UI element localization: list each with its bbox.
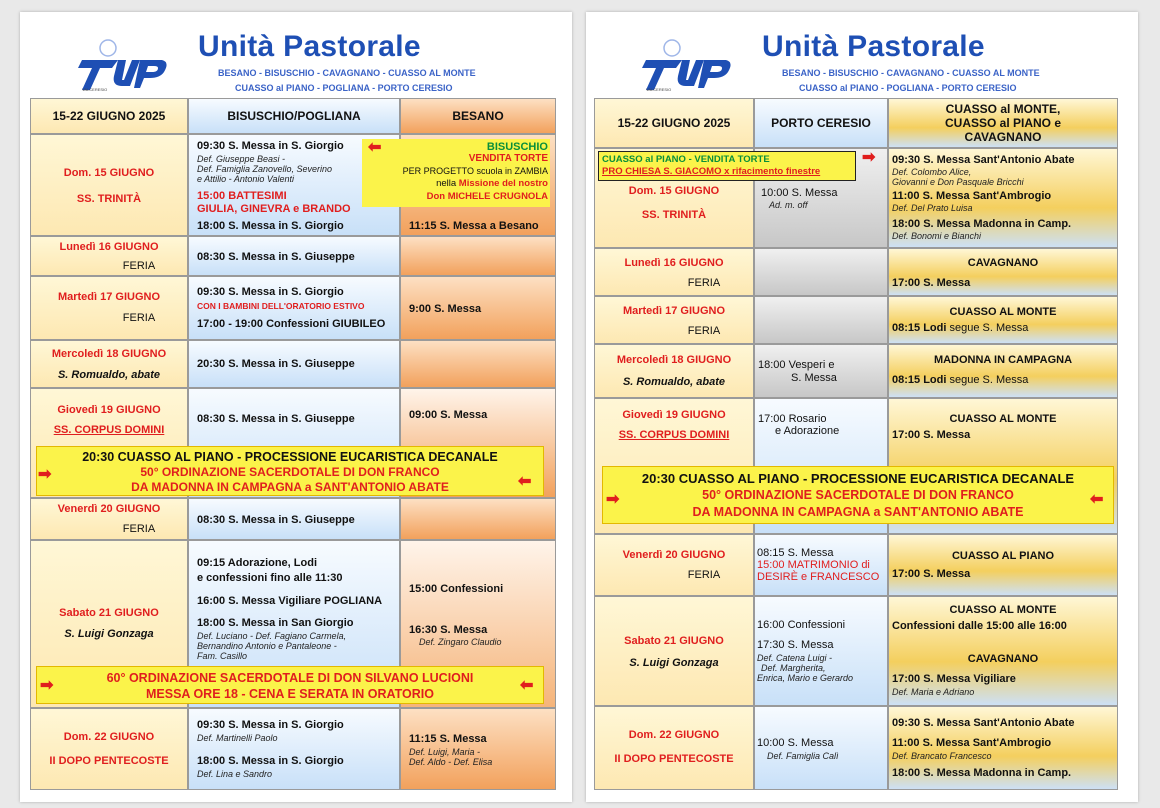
schedule-cell: 9:00 S. Messa — [400, 276, 556, 340]
schedule-cell: CUASSO AL MONTE 08:15 Lodi segue S. Messa — [888, 296, 1118, 344]
date-header: 15-22 GIUGNO 2025 — [594, 98, 754, 148]
schedule-cell: 11:15 S. Messa a Besano — [400, 134, 556, 236]
schedule-cell: 08:15 S. Messa 15:00 MATRIMONIO di DESIRÈ e FRANCESCO — [754, 534, 888, 596]
schedule-cell: 16:00 Confessioni 17:30 S. Messa Def. Catena Luigi - Def. Margherita, Enrica, Mario e Gerardo — [754, 596, 888, 706]
schedule-cell: 09:15 Adorazione, Lodi e confessioni fino alle 11:30 16:00 S. Messa Vigiliare POGLIANA 18:00 S. Messa in San Giorgio Def. Luciano - Def. Fagiano Carmela, Bernandino Antonio e Pantaleone - Fam. Casillo — [188, 540, 400, 708]
column-header: CUASSO al MONTE, CUASSO al PIANO e CAVAGNANO — [888, 98, 1118, 148]
up-logo-icon — [642, 34, 732, 92]
schedule-cell: 08:30 S. Messa in S. Giuseppe — [188, 388, 400, 498]
parish-list: CUASSO al PIANO - POGLIANA - PORTO CERESIO — [235, 83, 453, 93]
day-cell: Venerdì 20 GIUGNO FERIA — [594, 534, 754, 596]
day-cell: Dom. 15 GIUGNO SS. TRINITÀ — [594, 148, 754, 248]
schedule-cell: CUASSO AL MONTE Confessioni dalle 15:00 alle 16:00 CAVAGNANO 17:00 S. Messa Vigiliare Def. Maria e Adriano — [888, 596, 1118, 706]
day-cell: Dom. 22 GIUGNO II DOPO PENTECOSTE — [30, 708, 188, 790]
schedule-cell: 08:30 S. Messa in S. Giuseppe — [188, 236, 400, 276]
schedule-cell: 09:30 S. Messa in S. Giorgio Def. Giuseppe Beasi - Def. Famiglia Zanovello, Severino e Attilio - Antonio Valenti 15:00 BATTESIMI GIULIA, GINEVRA e BRANDO 18:00 S. Messa in S. Giorgio — [188, 134, 400, 236]
schedule-cell — [400, 498, 556, 540]
schedule-cell: CUASSO AL PIANO 17:00 S. Messa — [888, 534, 1118, 596]
schedule-cell: 18:00 Vesperi e S. Messa — [754, 344, 888, 398]
schedule-cell: 10:00 S. Messa Ad. m. off — [754, 148, 888, 248]
column-header: PORTO CERESIO — [754, 98, 888, 148]
page-title: Unità Pastorale — [198, 30, 421, 63]
arrow-right-icon: ➡ — [862, 149, 876, 166]
day-cell: Martedì 17 GIUGNO FERIA — [594, 296, 754, 344]
schedule-cell: 11:15 S. Messa Def. Luigi, Maria - Def. Aldo - Def. Elisa — [400, 708, 556, 790]
day-cell: Mercoledì 18 GIUGNO S. Romualdo, abate — [30, 340, 188, 388]
day-cell: Sabato 21 GIUGNO S. Luigi Gonzaga — [594, 596, 754, 706]
arrow-left-icon: ⬅ — [368, 139, 382, 156]
schedule-cell: 09:30 S. Messa Sant'Antonio Abate 11:00 S. Messa Sant'Ambrogio Def. Brancato Francesco 18:00 S. Messa Madonna in Camp. — [888, 706, 1118, 790]
schedule-cell — [754, 296, 888, 344]
day-cell: Dom. 22 GIUGNO II DOPO PENTECOSTE — [594, 706, 754, 790]
up-logo-icon — [78, 34, 168, 92]
page-title: Unità Pastorale — [762, 30, 985, 63]
arrow-right-icon: ➡ — [38, 466, 52, 483]
day-cell: Giovedì 19 GIUGNO SS. CORPUS DOMINI — [30, 388, 188, 498]
day-cell: Lunedì 16 GIUGNO FERIA — [30, 236, 188, 276]
parish-list: BESANO - BISUSCHIO - CAVAGNANO - CUASSO AL MONTE — [782, 68, 1040, 78]
svg-text:VALCERESIO: VALCERESIO — [646, 87, 672, 92]
cake-sale-notice: CUASSO al PIANO - VENDITA TORTE PRO CHIESA S. GIACOMO x rifacimento finestre — [598, 151, 856, 181]
schedule-cell: 09:00 S. Messa — [400, 388, 556, 498]
day-cell: Sabato 21 GIUGNO S. Luigi Gonzaga — [30, 540, 188, 708]
date-header: 15-22 GIUGNO 2025 — [30, 98, 188, 134]
arrow-left-icon: ⬅ — [520, 677, 534, 694]
column-header: BISUSCHIO/POGLIANA — [188, 98, 400, 134]
cake-sale-notice: BISUSCHIO VENDITA TORTE PER PROGETTO scuola in ZAMBIA nella Missione del nostro Don MICHELE CRUGNOLA — [362, 139, 550, 207]
schedule-cell: MADONNA IN CAMPAGNA 08:15 Lodi segue S. Messa — [888, 344, 1118, 398]
ordination-banner: 60° ORDINAZIONE SACERDOTALE DI DON SILVANO LUCIONI MESSA ORE 18 - CENA E SERATA IN ORATORIO — [36, 666, 544, 704]
schedule-cell: 15:00 Confessioni 16:30 S. Messa Def. Zingaro Claudio — [400, 540, 556, 708]
schedule-cell: 09:30 S. Messa Sant'Antonio Abate Def. Colombo Alice, Giovanni e Don Pasquale Bricchi 11:00 S. Messa Sant'Ambrogio Def. Del Prato Luisa 18:00 S. Messa Madonna in Camp. Def. Bonomi e Bianchi — [888, 148, 1118, 248]
parish-list: BESANO - BISUSCHIO - CAVAGNANO - CUASSO AL MONTE — [218, 68, 476, 78]
day-cell: Mercoledì 18 GIUGNO S. Romualdo, abate — [594, 344, 754, 398]
schedule-cell — [754, 248, 888, 296]
svg-text:VALCERESIO: VALCERESIO — [82, 87, 108, 92]
day-cell: Venerdì 20 GIUGNO FERIA — [30, 498, 188, 540]
day-cell: Dom. 15 GIUGNO SS. TRINITÀ — [30, 134, 188, 236]
schedule-sheet-left — [20, 12, 572, 802]
procession-banner: 20:30 CUASSO AL PIANO - PROCESSIONE EUCARISTICA DECANALE 50° ORDINAZIONE SACERDOTALE DI DON FRANCO DA MADONNA IN CAMPAGNA a SANT'ANTONIO ABATE — [602, 466, 1114, 524]
arrow-left-icon: ⬅ — [1090, 491, 1104, 508]
schedule-cell: 17:00 Rosario e Adorazione — [754, 398, 888, 534]
day-cell: Giovedì 19 GIUGNO SS. CORPUS DOMINI — [594, 398, 754, 534]
schedule-cell — [400, 236, 556, 276]
procession-banner: 20:30 CUASSO AL PIANO - PROCESSIONE EUCARISTICA DECANALE 50° ORDINAZIONE SACERDOTALE DI DON FRANCO DA MADONNA IN CAMPAGNA a SANT'ANTONIO ABATE — [36, 446, 544, 496]
day-cell: Lunedì 16 GIUGNO FERIA — [594, 248, 754, 296]
arrow-left-icon: ⬅ — [518, 473, 532, 490]
arrow-right-icon: ➡ — [40, 677, 54, 694]
schedule-cell: CAVAGNANO 17:00 S. Messa — [888, 248, 1118, 296]
parish-list: CUASSO al PIANO - POGLIANA - PORTO CERESIO — [799, 83, 1017, 93]
day-cell: Martedì 17 GIUGNO FERIA — [30, 276, 188, 340]
arrow-right-icon: ➡ — [606, 491, 620, 508]
column-header: BESANO — [400, 98, 556, 134]
schedule-cell: 20:30 S. Messa in S. Giuseppe — [188, 340, 400, 388]
schedule-cell: CUASSO AL MONTE 17:00 S. Messa — [888, 398, 1118, 534]
schedule-cell: 09:30 S. Messa in S. Giorgio CON I BAMBINI DELL'ORATORIO ESTIVO 17:00 - 19:00 Confessioni GIUBILEO — [188, 276, 400, 340]
schedule-cell: 08:30 S. Messa in S. Giuseppe — [188, 498, 400, 540]
schedule-sheet-right — [586, 12, 1138, 802]
schedule-cell: 09:30 S. Messa in S. Giorgio Def. Martinelli Paolo 18:00 S. Messa in S. Giorgio Def. Lina e Sandro — [188, 708, 400, 790]
schedule-cell: 10:00 S. Messa Def. Famiglia Calì — [754, 706, 888, 790]
schedule-cell — [400, 340, 556, 388]
